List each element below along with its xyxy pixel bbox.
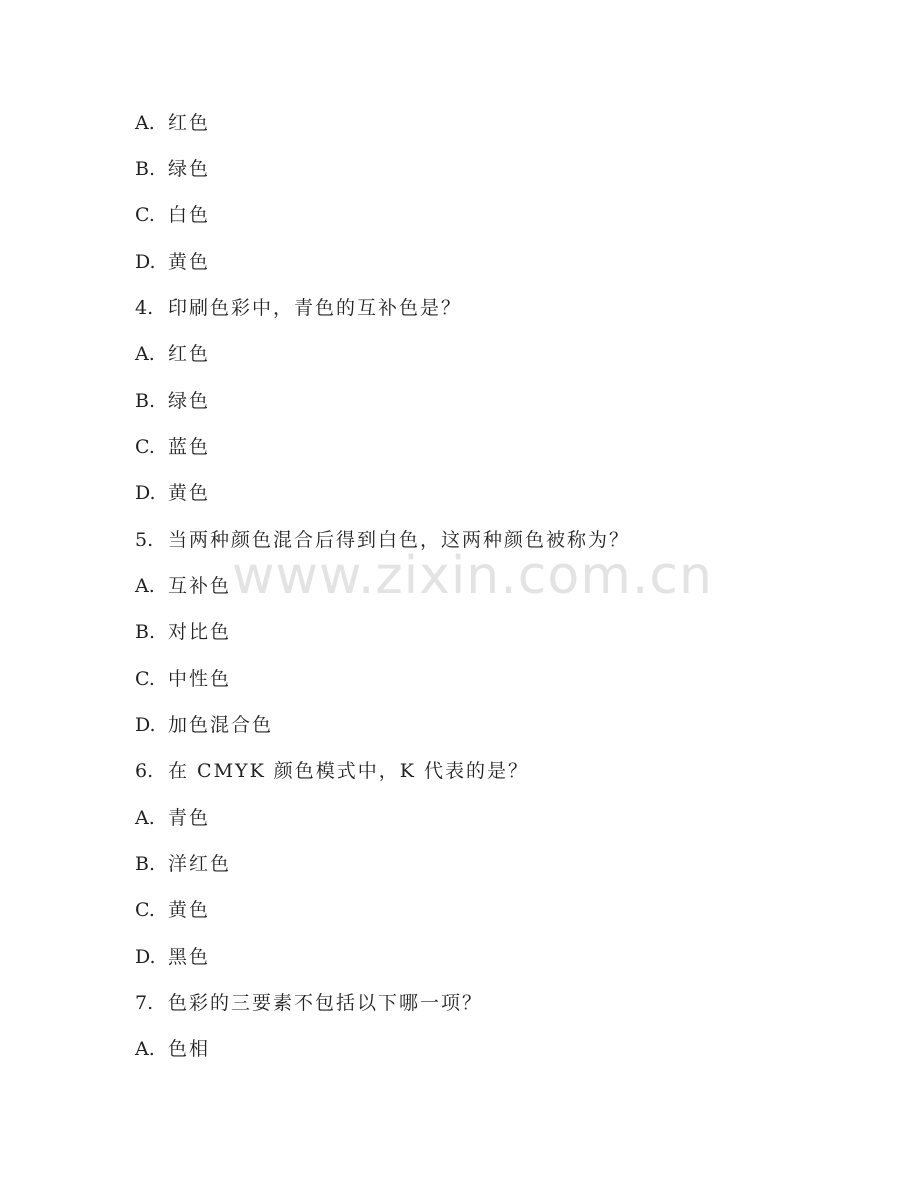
option-a <box>135 1034 210 1064</box>
option-letter: B. <box>135 853 156 875</box>
option-a <box>135 803 210 833</box>
option-text: 青色 <box>168 807 211 829</box>
option-text: 白色 <box>168 204 211 226</box>
option-letter: A. <box>135 112 155 134</box>
option-letter: A. <box>135 807 155 829</box>
option-text: 互补色 <box>168 575 232 597</box>
question-number: 6. <box>135 760 154 782</box>
option-text: 色相 <box>168 1038 211 1060</box>
option-c <box>135 200 210 230</box>
question-text: 在 CMYK 颜色模式中，K 代表的是？ <box>168 760 530 782</box>
option-text: 红色 <box>168 343 211 365</box>
option-text: 洋红色 <box>168 853 232 875</box>
option-letter: C. <box>135 899 155 921</box>
question-text: 当两种颜色混合后得到白色，这两种颜色被称为？ <box>168 529 631 551</box>
option-letter: A. <box>135 1038 155 1060</box>
option-text: 加色混合色 <box>168 714 274 736</box>
option-letter: C. <box>135 668 155 690</box>
question-text: 色彩的三要素不包括以下哪一项？ <box>168 992 484 1014</box>
option-text: 黄色 <box>168 482 211 504</box>
option-d <box>135 710 273 740</box>
option-c <box>135 432 210 462</box>
option-text: 中性色 <box>168 668 232 690</box>
option-letter: D. <box>135 482 156 504</box>
option-c <box>135 664 231 694</box>
option-text: 蓝色 <box>168 436 211 458</box>
option-letter: B. <box>135 390 156 412</box>
option-text: 红色 <box>168 112 211 134</box>
option-b <box>135 617 231 647</box>
option-letter: A. <box>135 575 155 597</box>
option-b <box>135 849 231 879</box>
option-letter: D. <box>135 251 156 273</box>
option-d <box>135 247 210 277</box>
question-number: 7. <box>135 992 154 1014</box>
watermark: www.zixin.com.cn <box>232 546 713 606</box>
option-a <box>135 571 231 601</box>
question-7 <box>135 988 483 1018</box>
option-letter: B. <box>135 621 156 643</box>
option-letter: D. <box>135 946 156 968</box>
option-a <box>135 339 210 369</box>
question-number: 5. <box>135 529 154 551</box>
option-text: 黄色 <box>168 899 211 921</box>
option-text: 黄色 <box>168 251 211 273</box>
option-text: 对比色 <box>168 621 232 643</box>
option-text: 黑色 <box>168 946 211 968</box>
question-4 <box>135 293 462 323</box>
option-a <box>135 108 210 138</box>
option-b <box>135 154 210 184</box>
option-b <box>135 386 210 416</box>
option-letter: D. <box>135 714 156 736</box>
option-d <box>135 478 210 508</box>
option-letter: B. <box>135 158 156 180</box>
option-text: 绿色 <box>168 158 211 180</box>
question-number: 4. <box>135 297 154 319</box>
option-letter: C. <box>135 204 155 226</box>
option-letter: C. <box>135 436 155 458</box>
option-letter: A. <box>135 343 155 365</box>
option-c <box>135 895 210 925</box>
option-d <box>135 942 210 972</box>
question-6 <box>135 756 529 786</box>
question-5 <box>135 525 630 555</box>
question-text: 印刷色彩中，青色的互补色是？ <box>168 297 463 319</box>
option-text: 绿色 <box>168 390 211 412</box>
